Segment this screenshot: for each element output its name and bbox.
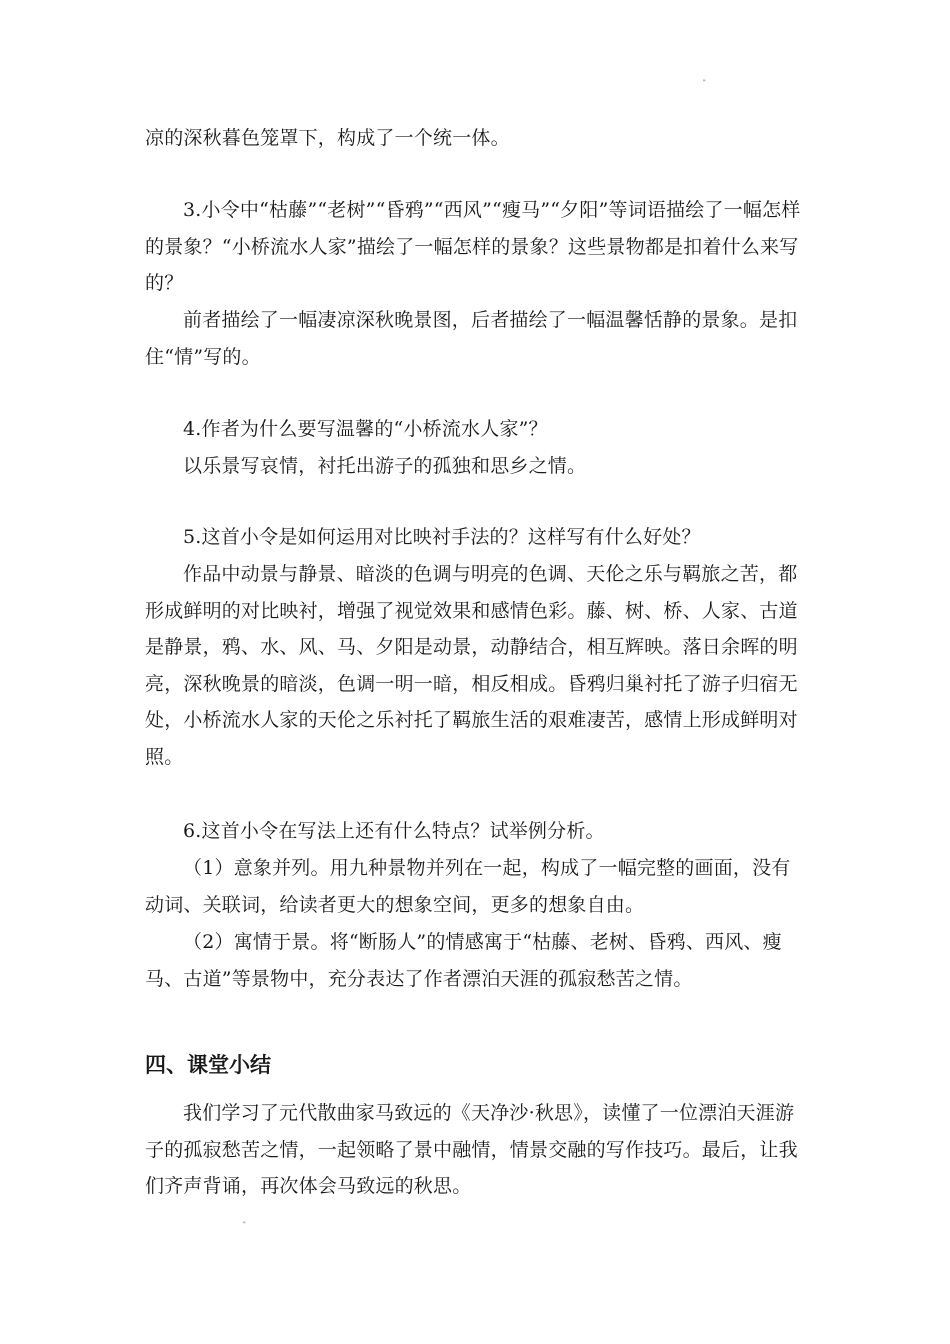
question-6: 6.这首小令在写法上还有什么特点？试举例分析。 xyxy=(183,820,605,842)
question-5: 5.这首小令是如何运用对比映衬手法的？这样写有什么好处？ xyxy=(183,526,701,548)
question-4: 4.作者为什么要写温馨的“小桥流水人家”？ xyxy=(183,418,548,440)
answer-3: 前者描绘了一幅凄凉深秋晚景图，后者描绘了一幅温馨恬静的景象。是扣住“情”写的。 xyxy=(145,309,798,368)
answer-6-point-2: （2）寓情于景。将“断肠人”的情感寓于“枯藤、老树、昏鸦、西风、瘦马、古道”等景物中，充分表达了作者漂泊天涯的孤寂愁苦之情。 xyxy=(145,931,782,990)
summary-paragraph: 我们学习了元代散曲家马致远的《天净沙·秋思》，读懂了一位漂泊天涯游子的孤寂愁苦之情，一起领略了景中融情，情景交融的写作技巧。最后，让我们齐声背诵，再次体会马致远的秋思。 xyxy=(145,1102,798,1197)
paragraph-continuation: 凉的深秋暮色笼罩下，构成了一个统一体。 xyxy=(145,127,510,149)
top-mark: " xyxy=(703,79,706,86)
answer-6-point-1: （1）意象并列。用九种景物并列在一起，构成了一幅完整的画面，没有动词、关联词，给读者更大的想象空间，更多的想象自由。 xyxy=(145,857,791,916)
answer-4: 以乐景写哀情，衬托出游子的孤独和思乡之情。 xyxy=(183,455,587,477)
question-3: 3.小令中“枯藤”“老树”“昏鸦”“西风”“瘦马”“夕阳”等词语描绘了一幅怎样的景象？“小桥流水人家”描绘了一幅怎样的景象？这些景物都是扣着什么来写的？ xyxy=(145,199,801,294)
bottom-mark: " xyxy=(243,1221,246,1228)
section-heading: 四、课堂小结 xyxy=(145,1053,271,1077)
answer-5: 作品中动景与静景、暗淡的色调与明亮的色调、天伦之乐与羁旅之苦，都形成鲜明的对比映衬，增强了视觉效果和感情色彩。藤、树、桥、人家、古道是静景，鸦、水、风、马、夕阳是动景，动静结合，相互辉映。落日余晖的明亮，深秋晚景的暗淡，色调一明一暗，相反相成。昏鸦归巢衬托了游子归宿无处，小桥流水人家的天伦之乐衬托了羁旅生活的艰难凄苦，感情上形成鲜明对照。 xyxy=(145,563,798,768)
